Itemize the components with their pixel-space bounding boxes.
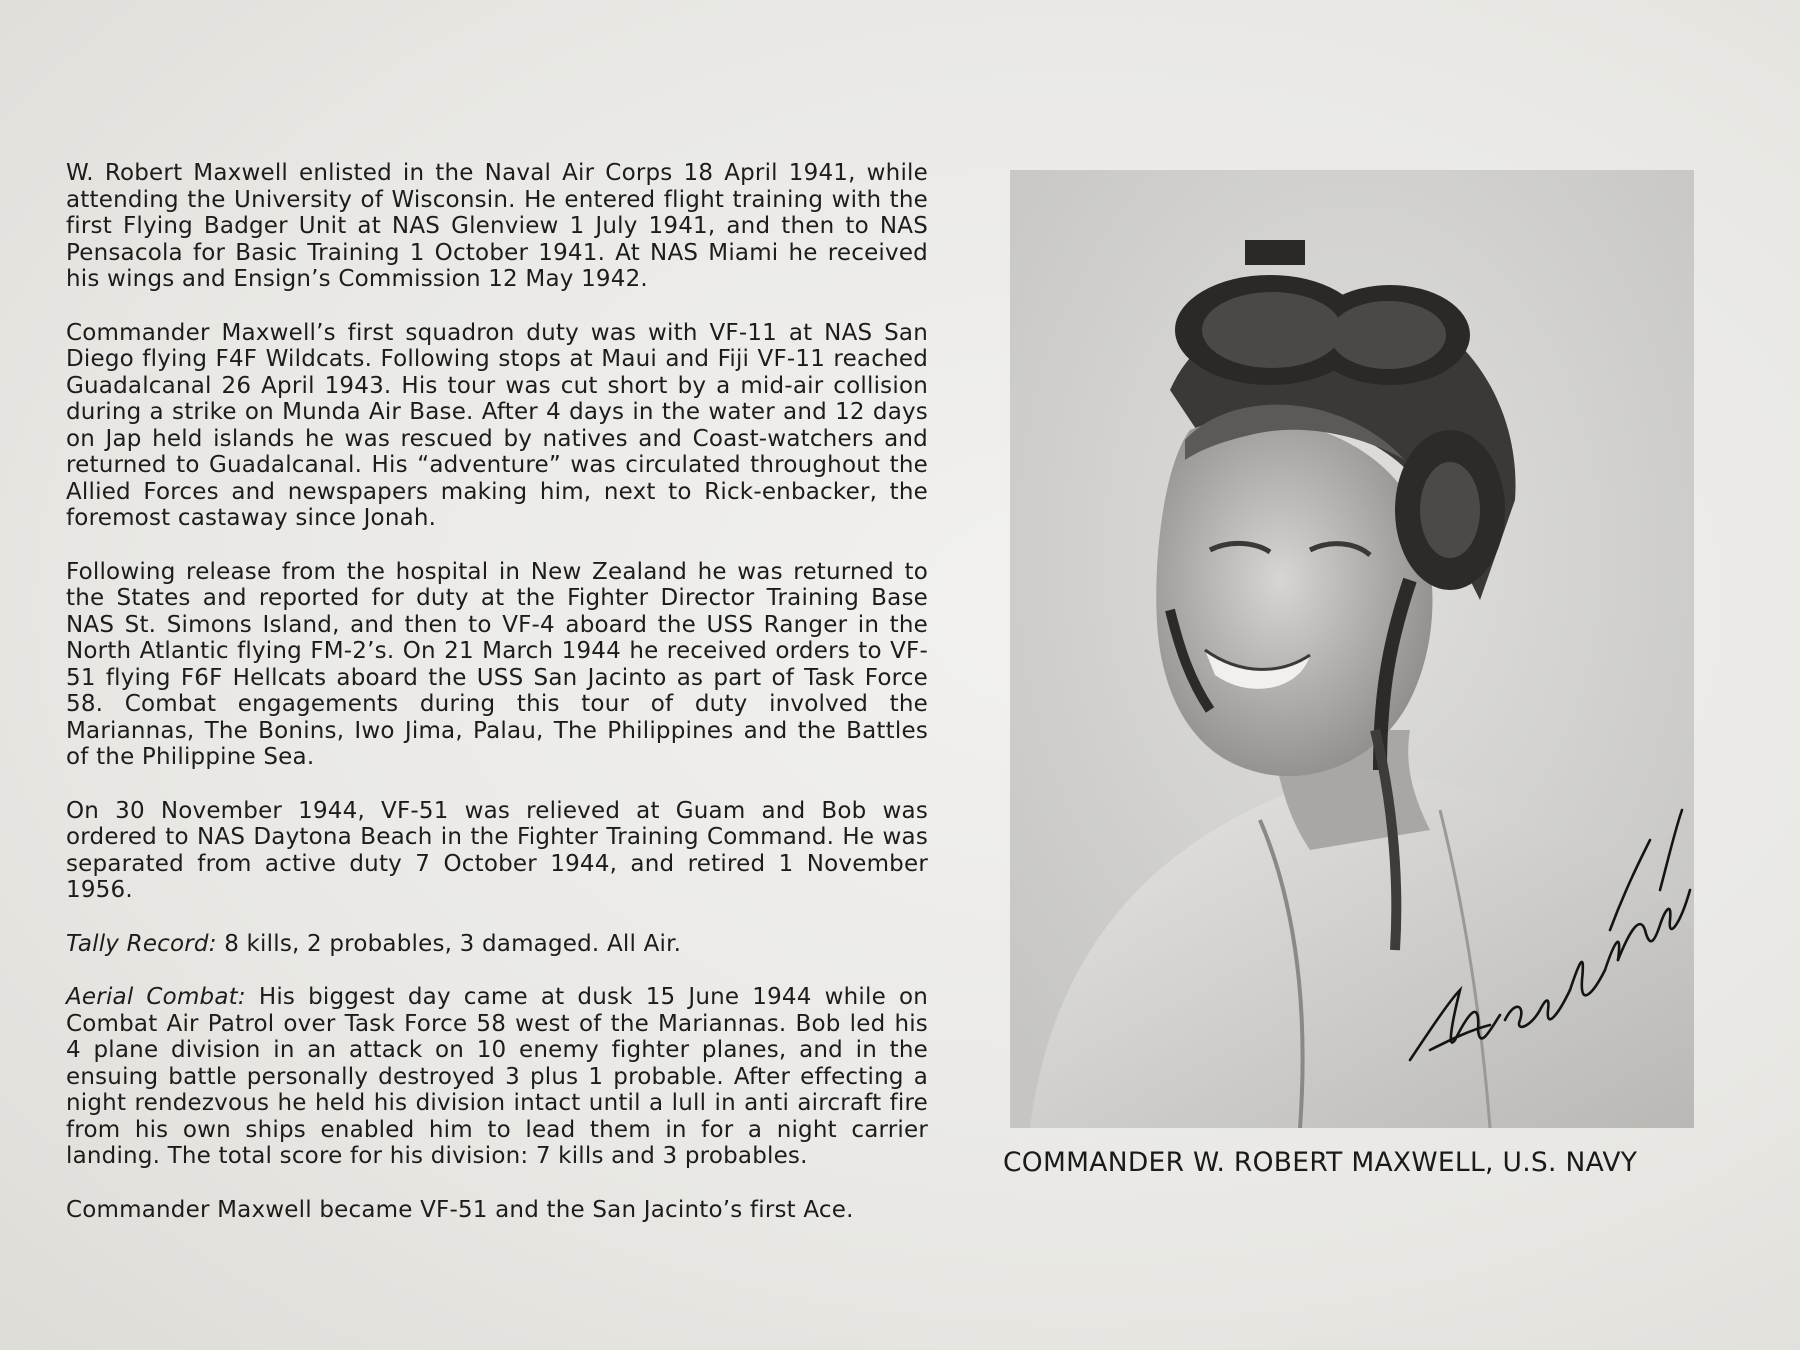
bio-paragraph-hospital: Following release from the hospital in New Zealand he was returned to the States and reported for duty at the Fighter Director Training Base NAS St. Simons Island, and then to VF-4 aboard the USS Ranger in the North Atlantic flying FM-2’s. On 21 March 1944 he received orders to VF-51 flying F6F Hellcats aboard the USS San Jacinto as part of Task Force 58. Combat engagements during this tour of duty involved the Mariannas, The Bonins, Iwo Jima, Palau, The Philippines and the Battles of the Philippine Sea. — [66, 558, 928, 770]
tally-text: 8 kills, 2 probables, 3 damaged. All Air. — [216, 930, 682, 957]
photo-caption: COMMANDER W. ROBERT MAXWELL, U.S. NAVY — [1003, 1147, 1638, 1178]
aerial-combat-label: Aerial Combat: — [66, 984, 246, 1010]
bio-paragraph-enlistment: W. Robert Maxwell enlisted in the Naval Air Corps 18 April 1941, while attending the University of Wisconsin. He entered flight training with the first Flying Badger Unit at NAS Glenview 1 July 1941, and then to NAS Pensacola for Basic Training 1 October 1941. At NAS Miami he received his wings and Ensign’s Commission 12 May 1942. — [66, 160, 928, 292]
tally-label: Tally Record: — [66, 930, 217, 957]
bio-paragraph-squadron: Commander Maxwell’s first squadron duty was with VF-11 at NAS San Diego flying F4F Wildcats. Following stops at Maui and Fiji VF-11 reached Guadalcanal 26 April 1943. His tour was cut short by a mid-air collision during a strike on Munda Air Base. After 4 days in the water and 12 days on Jap held islands he was rescued by natives and Coast-watchers and returned to Guadalcanal. His “adventure” was circulated throughout the Allied Forces and newspapers making him, next to Rick-enbacker, the foremost castaway since Jonah. — [66, 319, 928, 531]
aerial-combat-text: His biggest day came at dusk 15 June 1944 while on Combat Air Patrol over Task Force 58 west of the Mariannas. Bob led his 4 plane division in an attack on 10 enemy fighter planes, and in the ensuing battle personally destroyed 3 plus 1 probable. After effecting a night rendezvous he held his division intact until a lull in anti aircraft fire from his own ships enabled him to lead them in for a night carrier landing. The total score for his division: 7 kills and 3 probables. — [66, 984, 928, 1169]
bio-paragraph-retirement: On 30 November 1944, VF-51 was relieved at Guam and Bob was ordered to NAS Daytona Beach in the Fighter Training Command. He was separated from active duty 7 October 1944, and retired 1 November 1956. — [66, 797, 928, 903]
portrait-photo — [1010, 170, 1694, 1128]
biography-text — [66, 160, 928, 1250]
bio-paragraph-tally — [66, 931, 928, 958]
portrait-illustration — [1010, 170, 1694, 1128]
bio-paragraph-ace: Commander Maxwell became VF-51 and the San Jacinto’s first Ace. — [66, 1196, 854, 1223]
bio-paragraph-aerial-combat — [66, 984, 928, 1170]
